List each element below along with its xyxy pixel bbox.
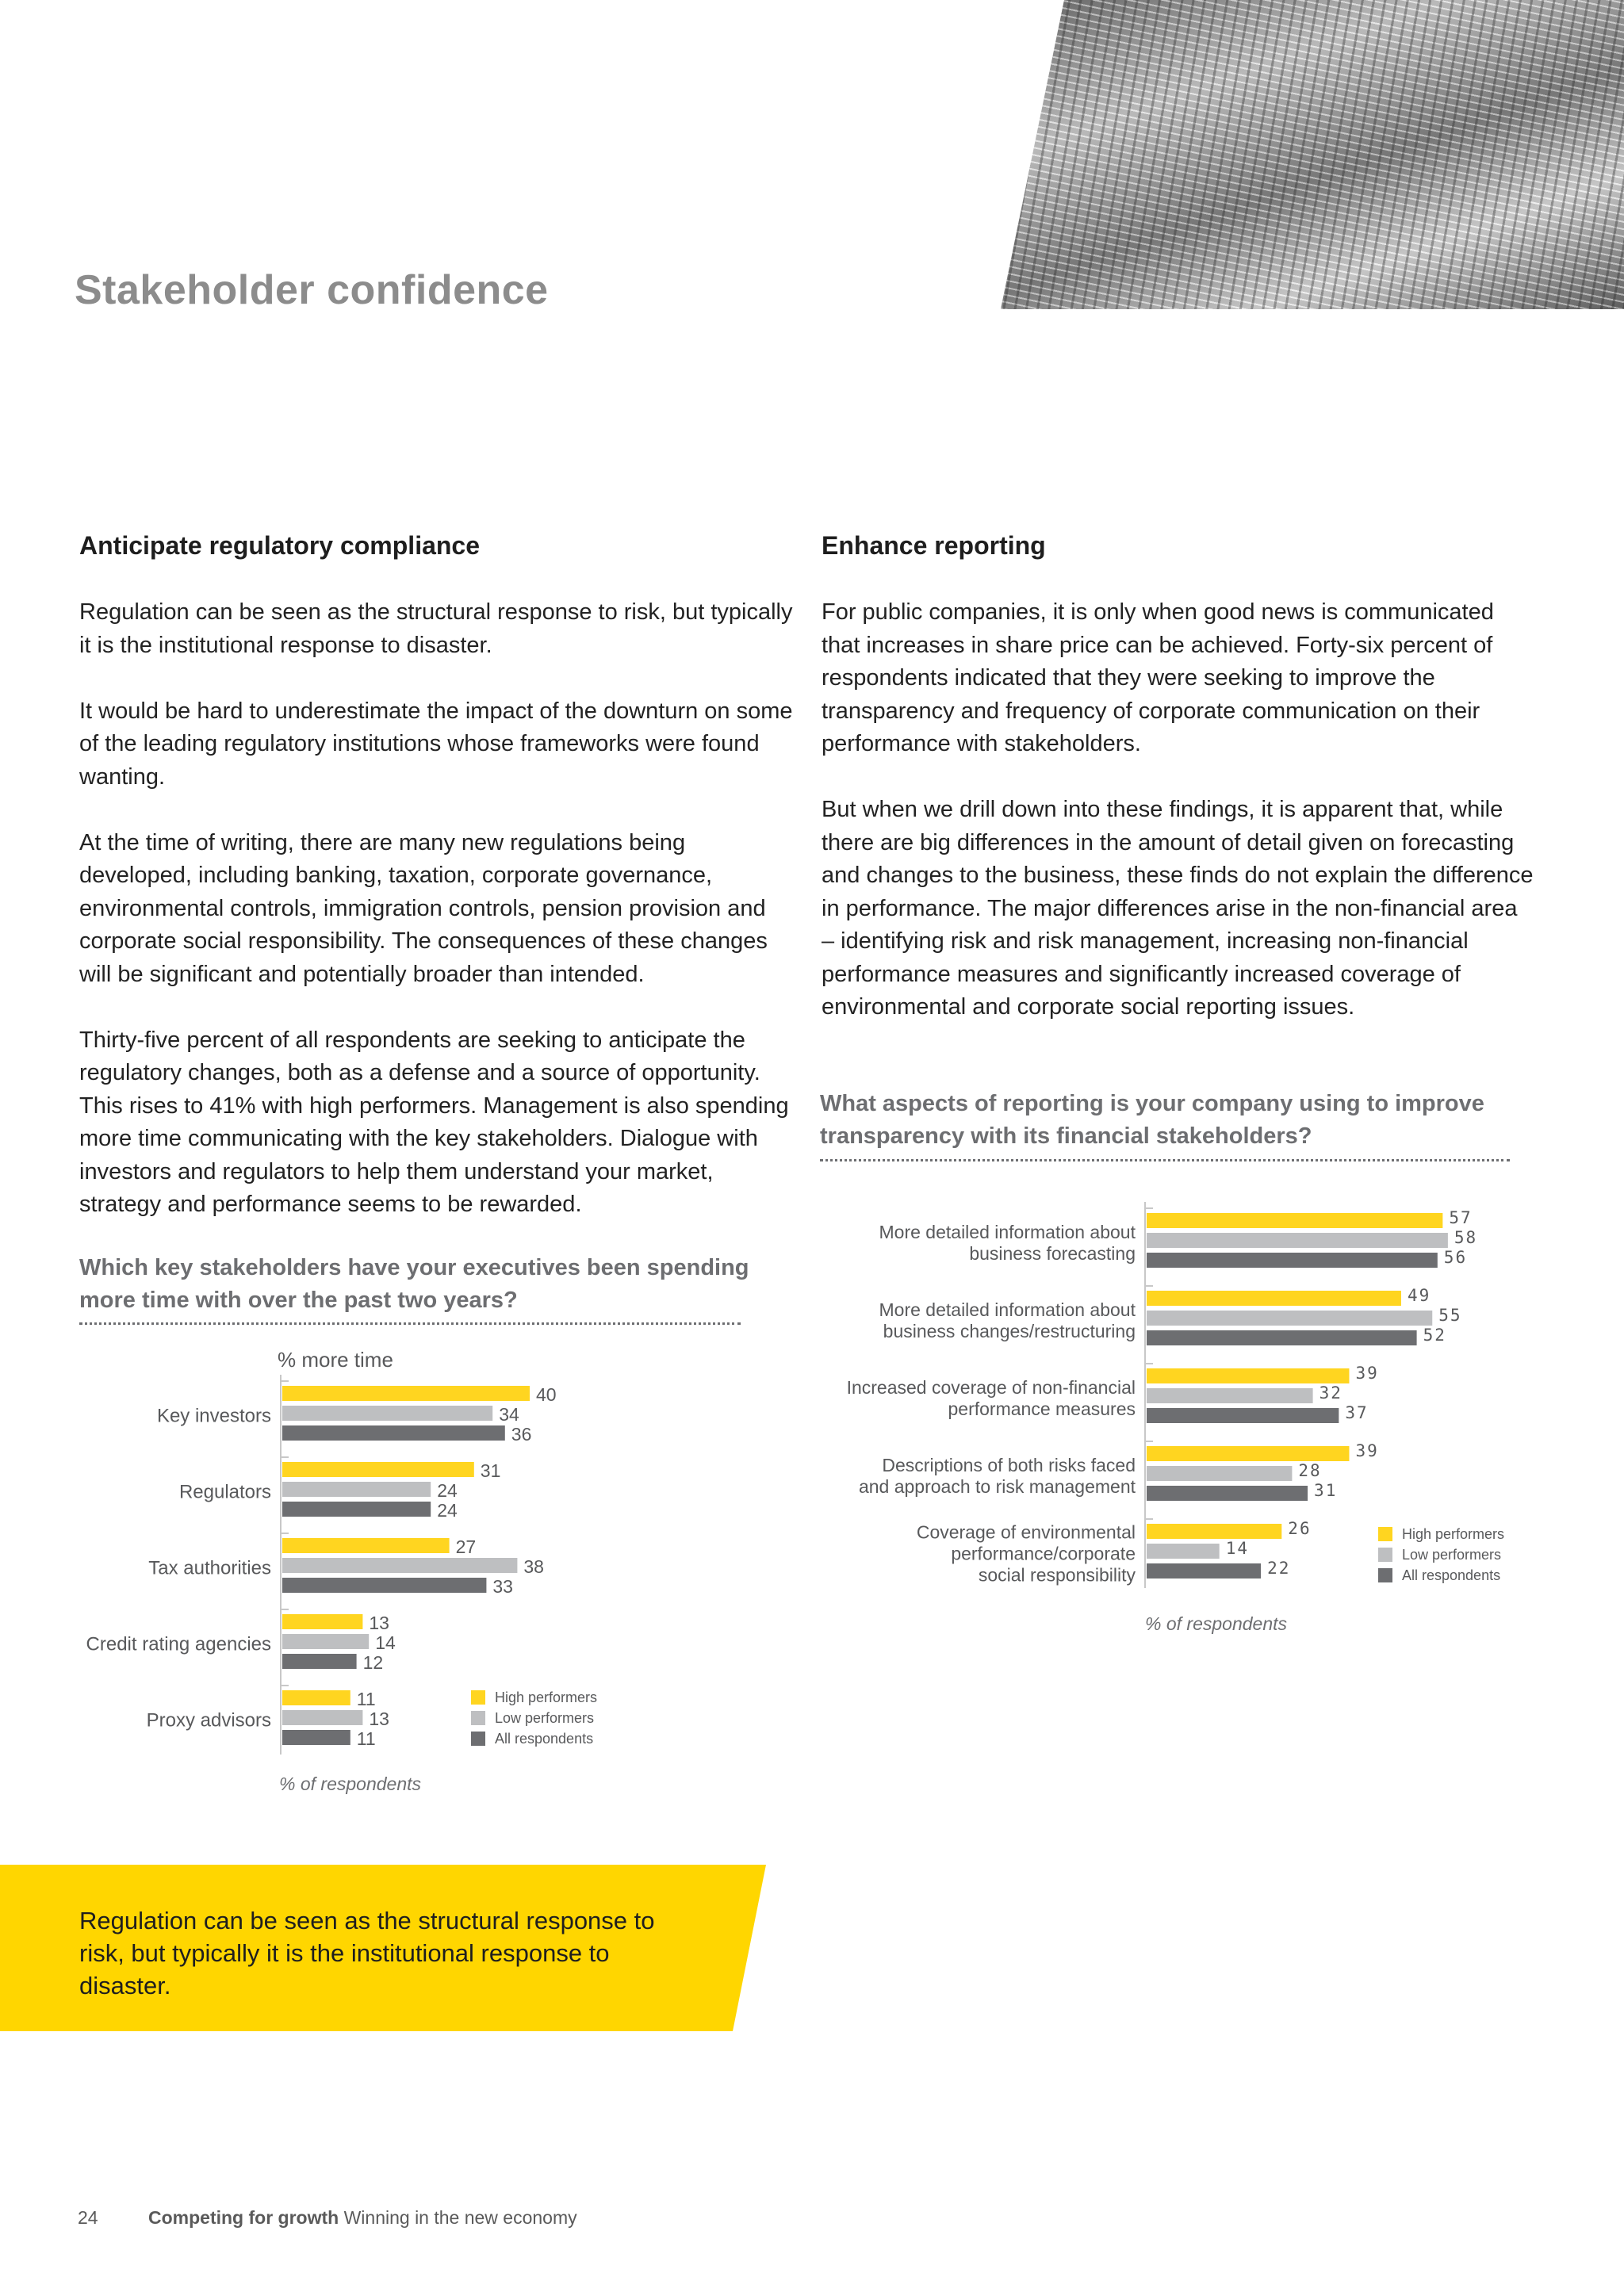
left-chart-question: Which key stakeholders have your executives been spending more time with over the past two years? <box>79 1255 749 1313</box>
category-label <box>879 1222 1136 1264</box>
bar-low-performers <box>1147 1544 1220 1559</box>
category-label-line: social responsibility <box>978 1564 1136 1586</box>
bar-value-label: 26 <box>1288 1519 1312 1538</box>
bar-value-label: 28 <box>1298 1461 1322 1480</box>
right-heading: Enhance reporting <box>822 531 1046 560</box>
category-label-line: More detailed information about <box>879 1299 1136 1320</box>
bar-value-label: 49 <box>1407 1286 1431 1305</box>
bar-value-label: 24 <box>437 1480 458 1501</box>
x-axis-label: % of respondents <box>279 1774 422 1794</box>
bar-high-performers <box>282 1538 450 1553</box>
bar-value-label: 13 <box>369 1613 389 1633</box>
category-label-line: business forecasting <box>969 1243 1136 1264</box>
legend-label: High performers <box>495 1689 598 1705</box>
bar-high-performers <box>1147 1291 1401 1306</box>
legend-swatch <box>1378 1568 1392 1582</box>
stakeholders-chart-svg <box>0 1332 793 1808</box>
category-label <box>148 1558 271 1579</box>
legend-label: All respondents <box>1402 1567 1501 1583</box>
bar-all-respondents <box>1147 1486 1308 1501</box>
bar-value-label: 11 <box>356 1728 376 1749</box>
category-label-line: and approach to risk management <box>858 1476 1136 1497</box>
right-question-divider <box>820 1159 1510 1161</box>
reporting-chart <box>793 1189 1586 1649</box>
bar-value-label: 32 <box>1319 1383 1342 1402</box>
right-body <box>822 596 1535 1057</box>
legend-label: Low performers <box>1402 1547 1502 1563</box>
bar-all-respondents <box>1147 1408 1339 1423</box>
right-paragraph: But when we drill down into these findings, it is apparent that, while there are big differences in the amount of detail given on forecasting and changes to the business, these finds do not explain the difference in performance. The major differences arise in the non-financial area – identifying risk and risk management, increasing non-financial performance measures and significantly increased coverage of environmental and corporate social reporting issues. <box>822 797 1534 1020</box>
category-label-line: Coverage of environmental <box>916 1521 1136 1543</box>
category-label-line: Tax authorities <box>148 1557 271 1579</box>
category-label-line: Key investors <box>156 1405 271 1427</box>
footer-title-bold: Competing for growth <box>148 2207 339 2228</box>
bar-value-label: 38 <box>523 1556 544 1577</box>
bar-high-performers <box>1147 1524 1281 1539</box>
right-chart-question: What aspects of reporting is your company using to improve transparency with its financial stakeholders? <box>820 1091 1484 1149</box>
category-label <box>859 1455 1136 1497</box>
bar-value-label: 37 <box>1345 1403 1369 1422</box>
bar-value-label: 31 <box>480 1460 501 1481</box>
category-label-line: Descriptions of both risks faced <box>882 1455 1136 1475</box>
category-label-line: Regulators <box>178 1481 271 1503</box>
bar-all-respondents <box>282 1502 431 1517</box>
bar-all-respondents <box>282 1654 357 1669</box>
legend-label: Low performers <box>495 1710 595 1726</box>
legend-swatch <box>1378 1548 1392 1562</box>
legend-swatch <box>471 1711 485 1725</box>
bar-value-label: 52 <box>1423 1326 1446 1345</box>
bar-value-label: 14 <box>375 1632 396 1653</box>
bar-value-label: 34 <box>499 1404 519 1425</box>
category-label <box>147 1710 271 1732</box>
footer-title <box>148 2207 577 2229</box>
left-paragraph: At the time of writing, there are many new regulations being developed, including banking, taxation, corporate governance, environmental controls, immigration controls, pension provision and corporate social responsibility. The consequences of these changes will be significant and potentially broader than intended. <box>79 829 768 987</box>
legend-swatch <box>471 1732 485 1746</box>
bar-low-performers <box>282 1634 369 1649</box>
bar-value-label: 36 <box>511 1424 532 1445</box>
bar-value-label: 39 <box>1355 1441 1379 1460</box>
bar-value-label: 22 <box>1267 1559 1291 1578</box>
bar-value-label: 27 <box>455 1536 477 1557</box>
bar-value-label: 56 <box>1443 1248 1468 1267</box>
quote-callout-text: Regulation can be seen as the structural response to risk, but typically it is the institutional response to disaster. <box>79 1907 655 1999</box>
category-label <box>179 1482 271 1503</box>
bar-all-respondents <box>282 1578 486 1593</box>
stakeholders-chart <box>0 1332 793 1808</box>
page-title: Stakeholder confidence <box>75 267 549 313</box>
bar-all-respondents <box>1147 1330 1417 1345</box>
category-label-line: Increased coverage of non-financial <box>846 1377 1136 1398</box>
category-label <box>157 1406 271 1427</box>
category-label-line: Credit rating agencies <box>86 1633 271 1655</box>
category-label <box>847 1377 1136 1419</box>
page-number: 24 <box>78 2207 98 2228</box>
legend-swatch <box>1378 1527 1392 1541</box>
axis-header-label: % more time <box>278 1348 393 1372</box>
right-paragraph: For public companies, it is only when good news is communicated that increases in share price can be achieved. Forty-six percent of respondents indicated that they were seeking to improve the transparency and frequency of corporate communication on their performance with stakeholders. <box>822 599 1494 756</box>
bar-value-label: 40 <box>536 1384 557 1405</box>
bar-low-performers <box>282 1406 492 1421</box>
bar-value-label: 57 <box>1449 1208 1473 1227</box>
category-label-line: business changes/restructuring <box>883 1321 1136 1341</box>
legend-label: High performers <box>1402 1526 1505 1542</box>
bar-all-respondents <box>282 1425 505 1441</box>
bar-high-performers <box>282 1690 350 1705</box>
bar-high-performers <box>1147 1446 1349 1461</box>
bar-all-respondents <box>1147 1563 1261 1578</box>
bar-value-label: 13 <box>369 1709 389 1729</box>
left-paragraph: Thirty-five percent of all respondents are seeking to anticipate the regulatory changes, both as a defense and a source of opportunity. This rises to 41% with high performers. Management is also spending more time communicating with the key stakeholders. Dialogue with investors and regulators to help them understand your market, strategy and performance seems to be rewarded. <box>79 1027 789 1217</box>
bar-value-label: 39 <box>1355 1364 1379 1383</box>
legend-label: All respondents <box>495 1731 594 1747</box>
category-label <box>879 1299 1136 1341</box>
footer-title-rest: Winning in the new economy <box>343 2207 577 2228</box>
bar-low-performers <box>1147 1311 1432 1326</box>
left-paragraph: It would be hard to underestimate the impact of the downturn on some of the leading regulatory institutions whose frameworks were found wanting. <box>79 698 793 790</box>
bar-high-performers <box>282 1386 530 1401</box>
bar-value-label: 33 <box>492 1576 513 1597</box>
bar-high-performers <box>282 1614 362 1629</box>
category-label-line: performance/corporate <box>951 1543 1136 1564</box>
legend-swatch <box>471 1690 485 1705</box>
category-label-line: More detailed information about <box>879 1222 1136 1242</box>
bar-low-performers <box>282 1710 362 1725</box>
bar-high-performers <box>1147 1368 1349 1383</box>
left-question-divider <box>79 1322 741 1325</box>
bar-low-performers <box>1147 1233 1448 1248</box>
bar-low-performers <box>1147 1388 1313 1403</box>
reporting-chart-svg <box>793 1189 1586 1649</box>
hero-photo <box>1001 0 1624 309</box>
bar-value-label: 24 <box>437 1500 458 1521</box>
category-label-line: Proxy advisors <box>146 1709 271 1732</box>
category-label-line: performance measures <box>948 1399 1136 1419</box>
bar-low-performers <box>282 1558 517 1573</box>
bar-value-label: 11 <box>356 1689 376 1709</box>
bar-value-label: 12 <box>362 1652 384 1673</box>
x-axis-label: % of respondents <box>1145 1613 1288 1634</box>
left-paragraph: Regulation can be seen as the structural response to risk, but typically it is the institutional response to disaster. <box>79 599 793 658</box>
left-heading: Anticipate regulatory compliance <box>79 531 481 560</box>
bar-high-performers <box>282 1462 474 1477</box>
left-body <box>79 596 793 1254</box>
bar-value-label: 31 <box>1314 1481 1338 1500</box>
category-label <box>86 1634 271 1655</box>
bar-all-respondents <box>1147 1253 1438 1268</box>
bar-value-label: 55 <box>1438 1306 1462 1325</box>
bar-high-performers <box>1147 1213 1442 1228</box>
bar-value-label: 58 <box>1454 1228 1478 1247</box>
bar-low-performers <box>1147 1466 1292 1481</box>
bar-value-label: 14 <box>1225 1539 1249 1558</box>
bar-all-respondents <box>282 1730 350 1745</box>
category-label <box>917 1522 1136 1586</box>
bar-low-performers <box>282 1482 431 1497</box>
